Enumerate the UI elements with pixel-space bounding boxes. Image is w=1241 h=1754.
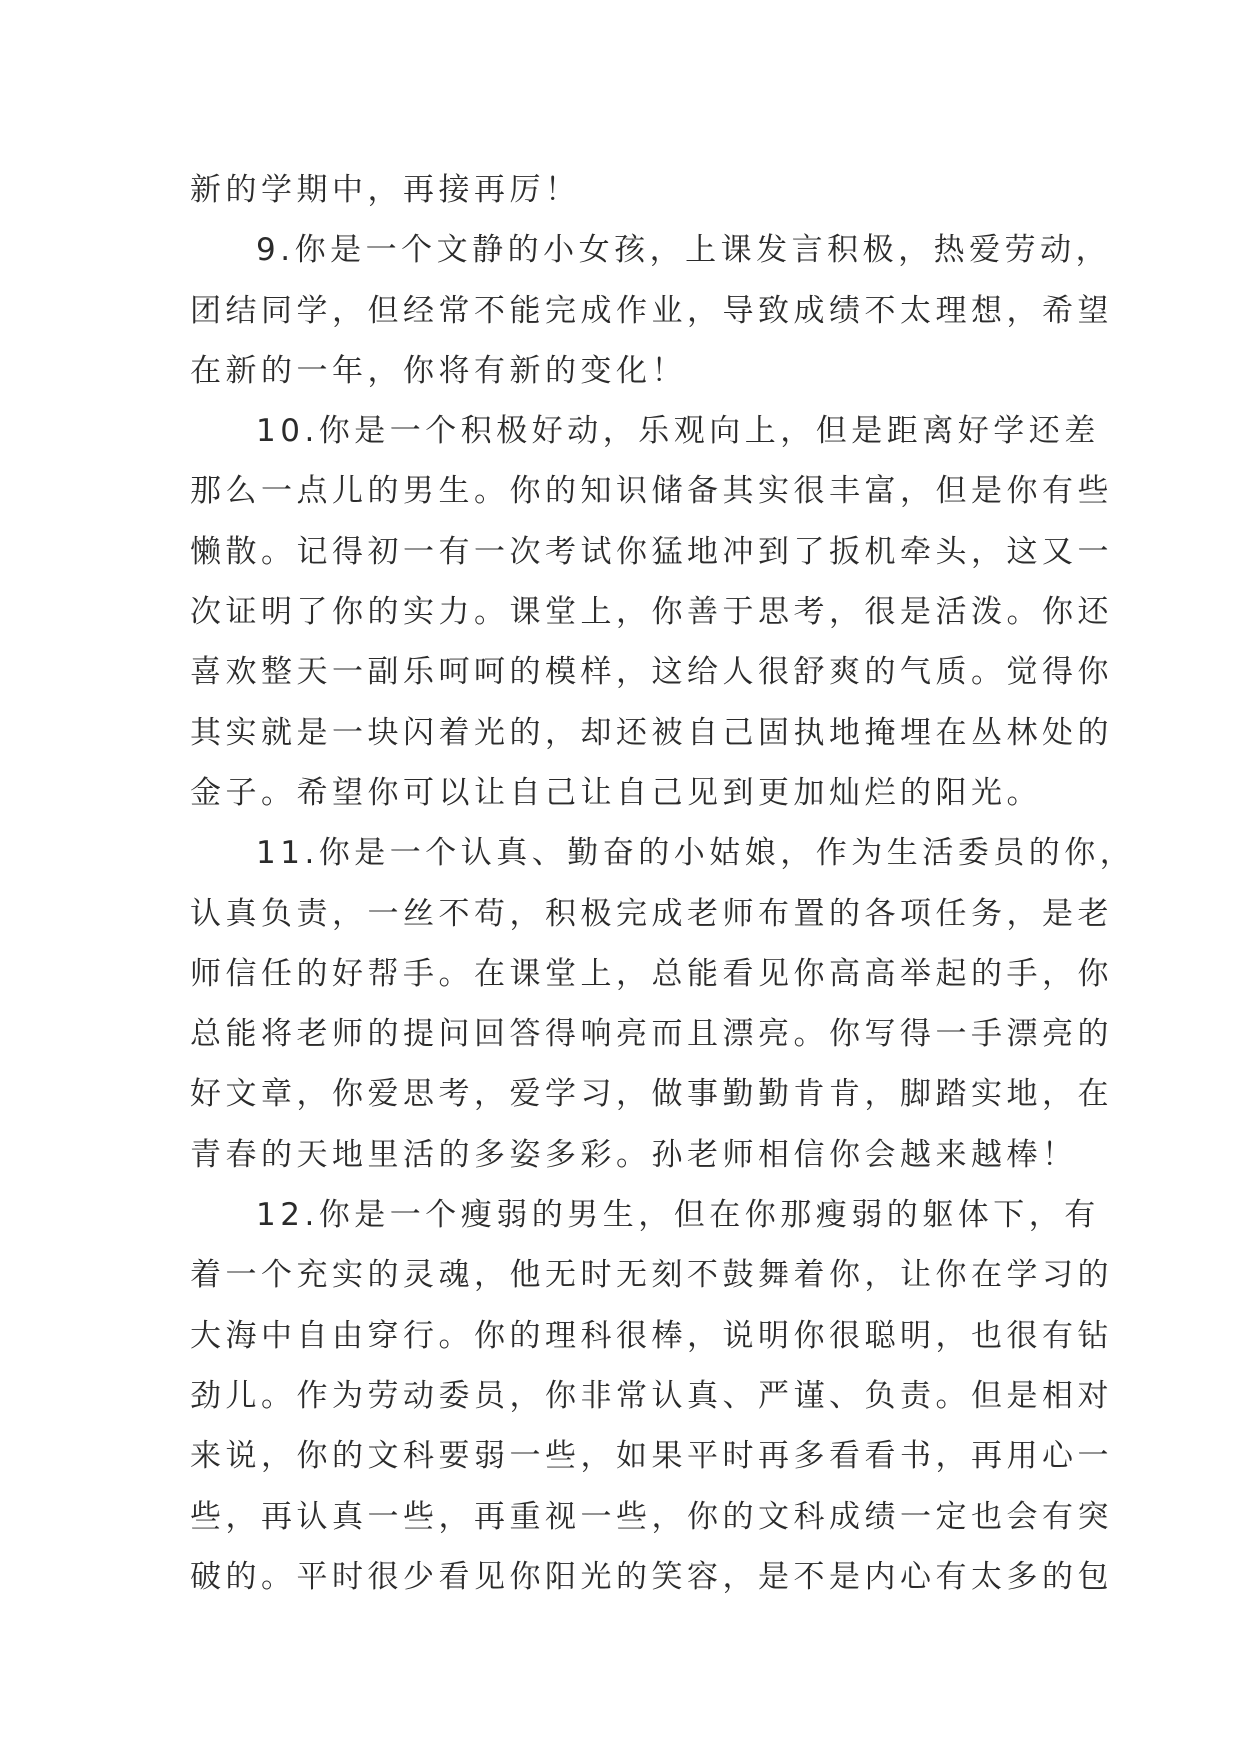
paragraph-12	[190, 1185, 1113, 1607]
text-line: 大海中自由穿行。你的理科很棒，说明你很聪明，也很有钻	[190, 1317, 1113, 1354]
text-line: 青春的天地里活的多姿多彩。孙老师相信你会越来越棒！	[190, 1136, 1078, 1173]
text-line: 10.你是一个积极好动，乐观向上，但是距离好学还差	[256, 413, 1100, 450]
text-line: 破的。平时很少看见你阳光的笑容，是不是内心有太多的包	[190, 1558, 1113, 1595]
text-line: 来说，你的文科要弱一些，如果平时再多看看书，再用心一	[190, 1438, 1113, 1475]
text-line: 11.你是一个认真、勤奋的小姑娘，作为生活委员的你，	[256, 835, 1136, 872]
text-line: 着一个充实的灵魂，他无时无刻不鼓舞着你，让你在学习的	[190, 1257, 1113, 1294]
text-line: 其实就是一块闪着光的，却还被自己固执地掩埋在丛林处的	[190, 714, 1113, 751]
paragraph-11	[190, 823, 1136, 1185]
paragraph-9	[190, 220, 1113, 401]
text-line: 金子。希望你可以让自己让自己见到更加灿烂的阳光。	[190, 774, 1042, 811]
text-line: 新的学期中，再接再厉！	[190, 172, 581, 208]
text-line: 那么一点儿的男生。你的知识储备其实很丰富，但是你有些	[190, 473, 1113, 510]
text-line: 懒散。记得初一有一次考试你猛地冲到了扳机牵头，这又一	[190, 533, 1113, 570]
paragraph-8-continuation	[190, 160, 1060, 220]
text-line: 12.你是一个瘦弱的男生，但在你那瘦弱的躯体下，有	[256, 1197, 1100, 1234]
text-line: 好文章，你爱思考，爱学习，做事勤勤肯肯，脚踏实地，在	[190, 1076, 1113, 1113]
document-body	[190, 160, 1136, 1607]
text-line: 次证明了你的实力。课堂上，你善于思考，很是活泼。你还	[190, 594, 1113, 631]
text-line: 师信任的好帮手。在课堂上，总能看见你高高举起的手，你	[190, 955, 1113, 992]
text-line: 9.你是一个文静的小女孩，上课发言积极，热爱劳动，	[256, 232, 1112, 269]
text-line: 认真负责，一丝不苟，积极完成老师布置的各项任务，是老	[190, 895, 1113, 932]
text-line: 喜欢整天一副乐呵呵的模样，这给人很舒爽的气质。觉得你	[190, 654, 1113, 691]
text-line: 劲儿。作为劳动委员，你非常认真、严谨、负责。但是相对	[190, 1377, 1113, 1414]
text-line: 些，再认真一些，再重视一些，你的文科成绩一定也会有突	[190, 1498, 1113, 1535]
text-line: 在新的一年，你将有新的变化！	[190, 352, 687, 389]
text-line: 团结同学，但经常不能完成作业，导致成绩不太理想，希望	[190, 292, 1113, 329]
paragraph-10	[190, 401, 1113, 823]
text-line: 总能将老师的提问回答得响亮而且漂亮。你写得一手漂亮的	[190, 1016, 1113, 1053]
